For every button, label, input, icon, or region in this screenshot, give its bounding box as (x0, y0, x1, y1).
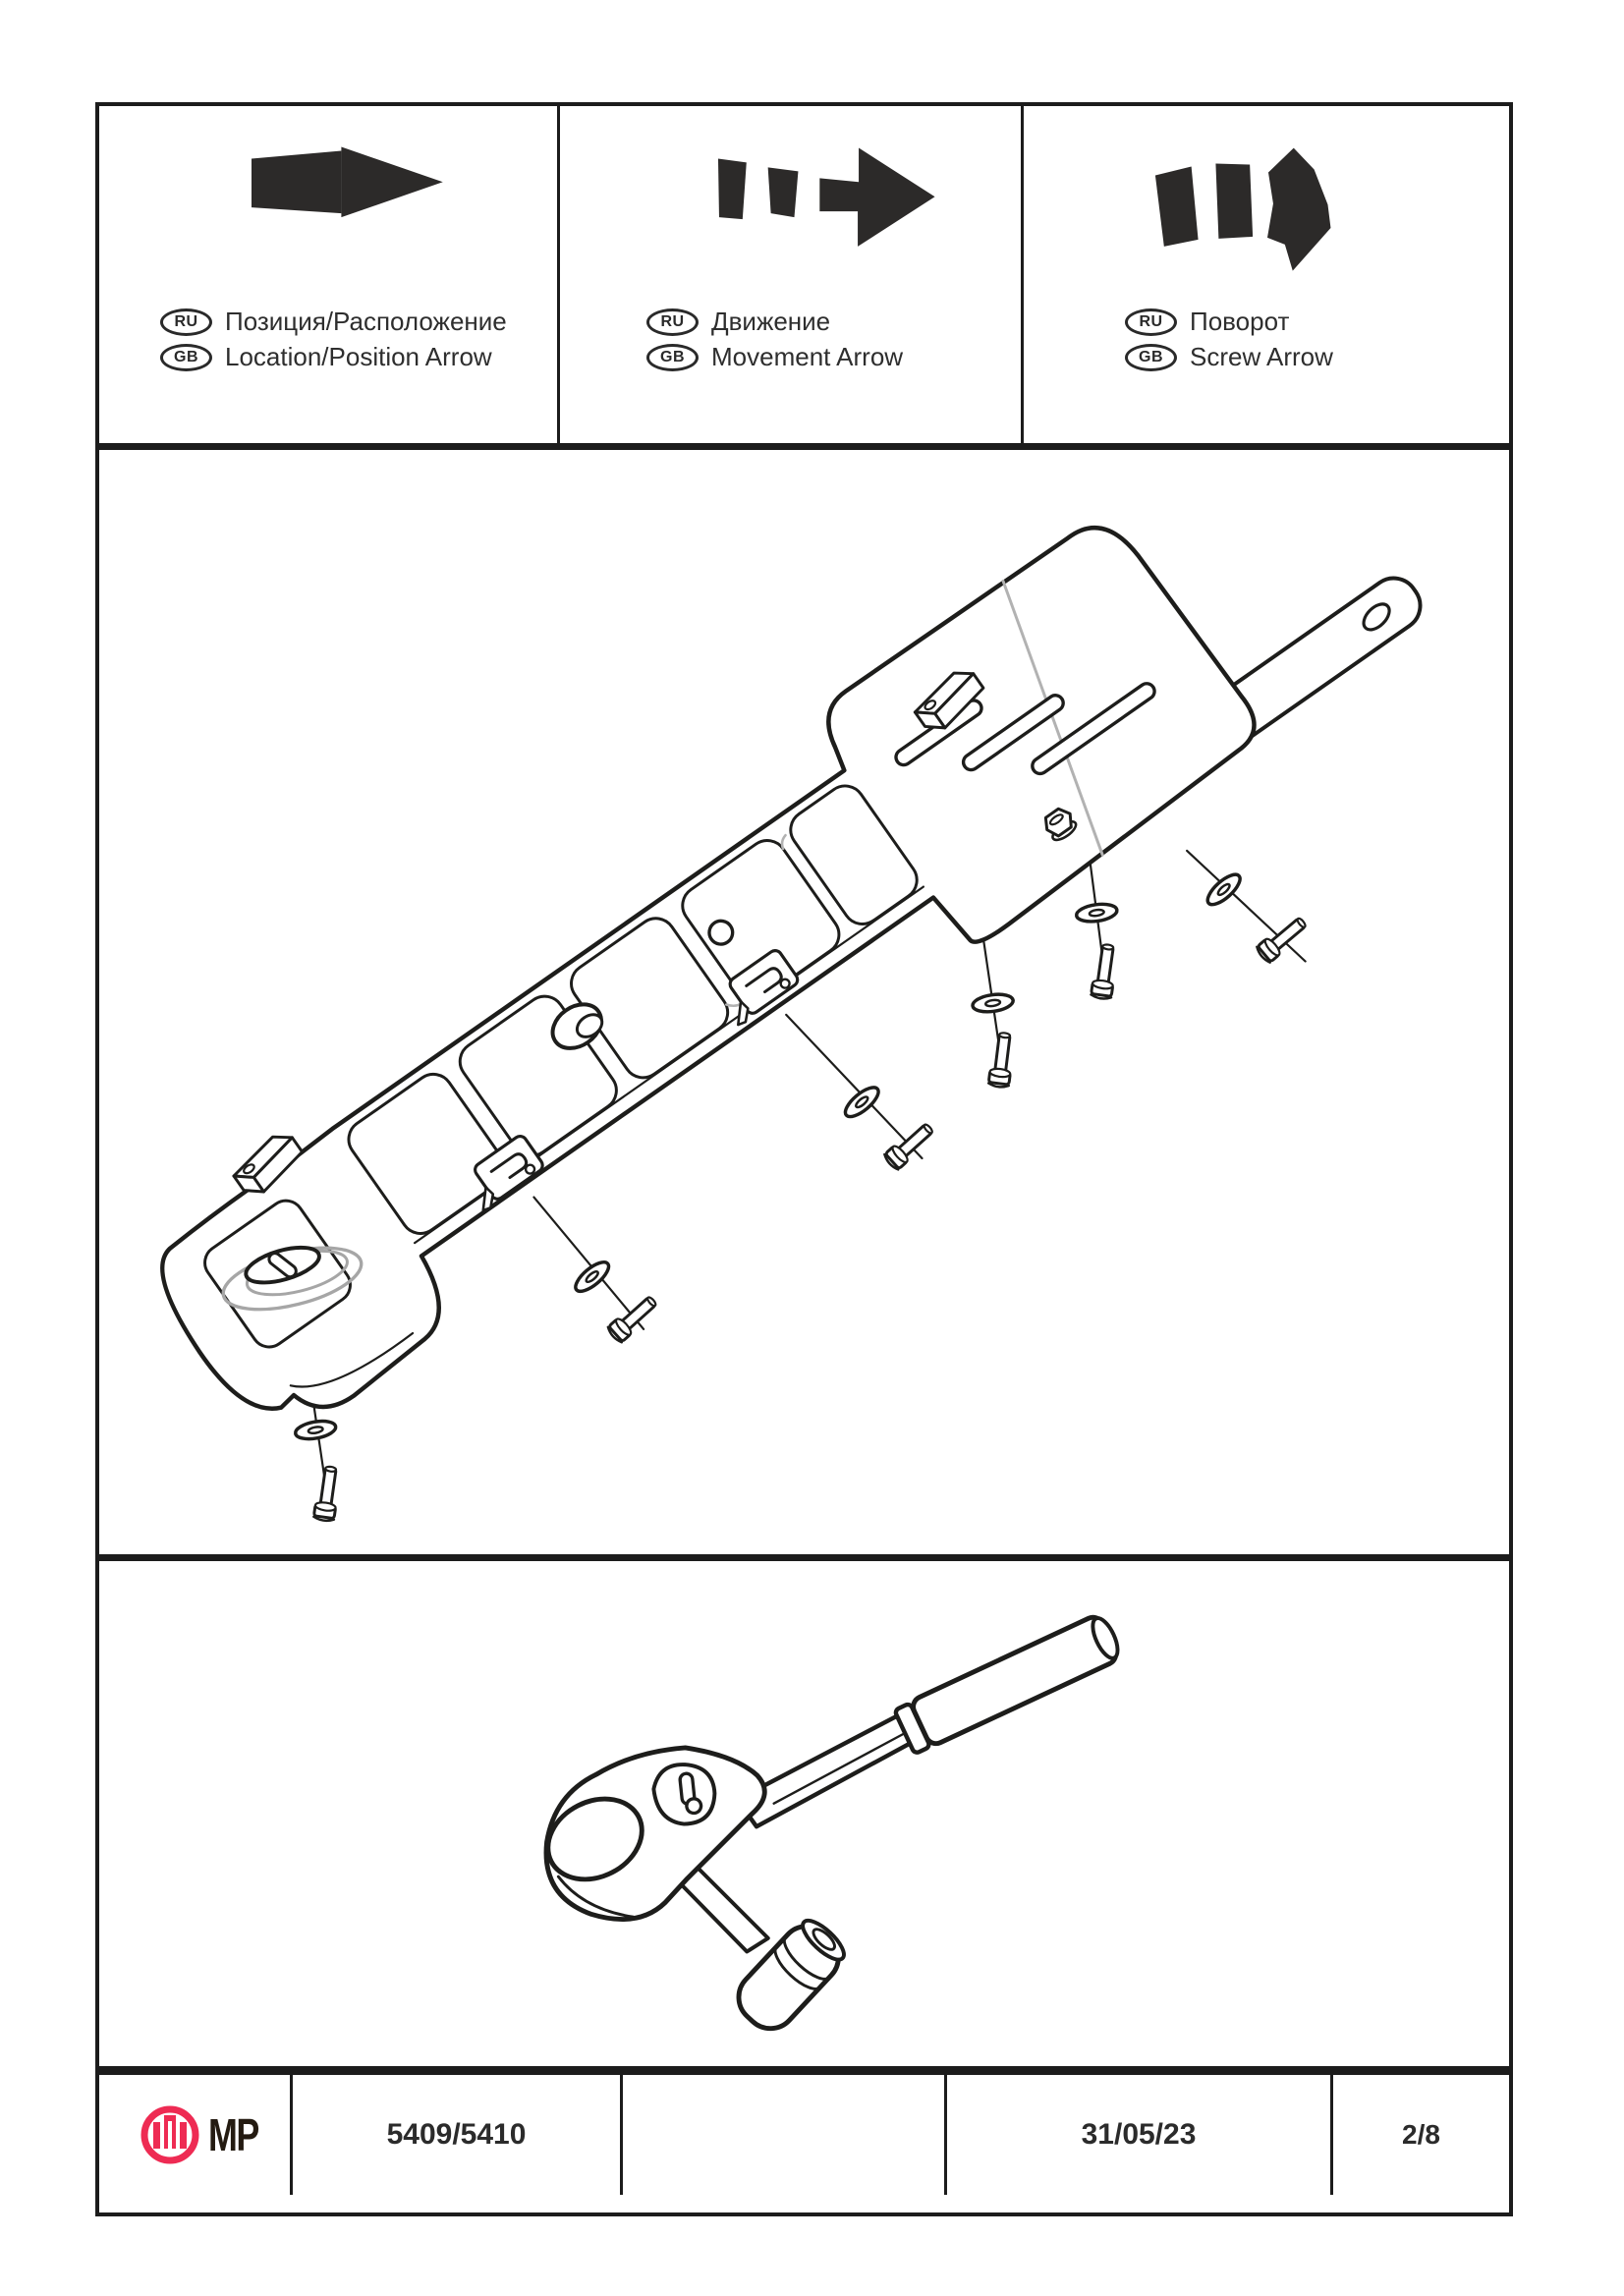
tool-figure (99, 1561, 1509, 2075)
handle-grip (910, 1611, 1124, 1747)
legend-label-ru: Позиция/Расположение (225, 307, 507, 336)
part-number-cell: 5409/5410 (293, 2075, 623, 2195)
footer-logo-cell (99, 2075, 293, 2195)
gb-badge: GB (1125, 344, 1177, 371)
legend-row (560, 307, 1021, 337)
washer (571, 1258, 613, 1297)
brand-logo (140, 2105, 272, 2164)
content-frame (95, 102, 1513, 2216)
empty-cell (623, 2075, 947, 2195)
logo-text: MP (208, 2109, 258, 2160)
washer (972, 992, 1014, 1014)
date-cell: 31/05/23 (947, 2075, 1333, 2195)
legend-panel-position (99, 106, 560, 443)
bolt (313, 1466, 341, 1523)
skid-plate-exploded-diagram (99, 450, 1509, 1554)
washer (1204, 869, 1245, 909)
ratchet-head (534, 1748, 765, 1920)
legend-row (1024, 342, 1509, 372)
legend-label-gb: Movement Arrow (711, 342, 904, 371)
bolt (1091, 943, 1118, 1000)
legend-panel-movement (560, 106, 1024, 443)
legend-label-ru: Поворот (1190, 307, 1290, 336)
gb-badge: GB (646, 344, 699, 371)
exploded-view-figure (99, 450, 1509, 1561)
mp-logo-icon (140, 2105, 199, 2164)
washer (841, 1083, 883, 1122)
title-block (99, 2075, 1509, 2195)
legend-labels (560, 307, 1021, 377)
legend-panel-screw (1024, 106, 1509, 443)
washer (1076, 902, 1118, 924)
bolt (606, 1293, 660, 1344)
wrench-shaft (737, 1715, 916, 1827)
bolt (988, 1032, 1015, 1088)
washer (294, 1419, 337, 1442)
arrow-legend (99, 106, 1509, 450)
legend-row (1024, 307, 1509, 337)
bolt (883, 1120, 937, 1171)
legend-label-gb: Location/Position Arrow (225, 342, 492, 371)
ratchet-wrench-diagram (99, 1561, 1509, 2066)
legend-labels (1024, 307, 1509, 377)
legend-label-gb: Screw Arrow (1190, 342, 1333, 371)
ru-badge: RU (160, 308, 212, 336)
gb-badge: GB (160, 344, 212, 371)
legend-row (99, 307, 557, 337)
ru-badge: RU (646, 308, 699, 336)
legend-row (99, 342, 557, 372)
legend-labels (99, 307, 557, 377)
ru-badge: RU (1125, 308, 1177, 336)
legend-label-ru: Движение (711, 307, 831, 336)
legend-row (560, 342, 1021, 372)
page-number-cell: 2/8 (1402, 2119, 1440, 2150)
